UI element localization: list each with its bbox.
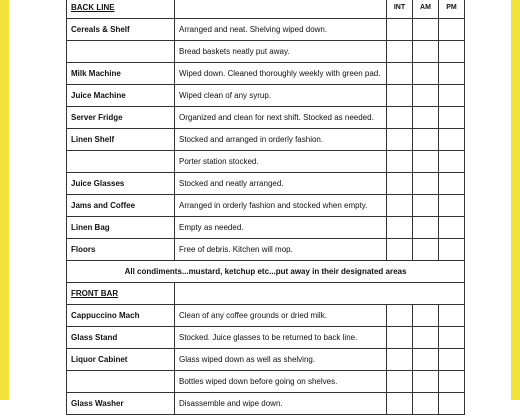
- item-name: Cereals & Shelf: [67, 19, 175, 41]
- checkbox-int[interactable]: [387, 349, 413, 371]
- checklist-row: [67, 63, 465, 85]
- checkbox-int[interactable]: [387, 239, 413, 261]
- section-title-text: FRONT BAR: [71, 289, 119, 298]
- task-description: Arranged in orderly fashion and stocked when empty.: [175, 195, 387, 217]
- task-description: Stocked. Juice glasses to be returned to back line.: [175, 327, 387, 349]
- checkbox-am[interactable]: [413, 151, 439, 173]
- column-header-int: INT: [387, 0, 413, 19]
- column-header-pm: PM: [439, 0, 465, 19]
- checkbox-int[interactable]: [387, 63, 413, 85]
- condiments-note: All condiments...mustard, ketchup etc...put away in their designated areas: [67, 261, 465, 283]
- checklist-row: [67, 217, 465, 239]
- checkbox-am[interactable]: [413, 107, 439, 129]
- section-title-back-line: [67, 0, 175, 19]
- task-description: Disassemble and wipe down.: [175, 393, 387, 415]
- checkbox-int[interactable]: [387, 129, 413, 151]
- checkbox-pm[interactable]: [439, 195, 465, 217]
- checkbox-pm[interactable]: [439, 371, 465, 393]
- checkbox-am[interactable]: [413, 173, 439, 195]
- checklist-row: [67, 349, 465, 371]
- checkbox-am[interactable]: [413, 41, 439, 63]
- checklist-row: [67, 41, 465, 63]
- checkbox-pm[interactable]: [439, 85, 465, 107]
- task-description: Bread baskets neatly put away.: [175, 41, 387, 63]
- item-name: Server Fridge: [67, 107, 175, 129]
- task-description: Empty as needed.: [175, 217, 387, 239]
- checklist-row: [67, 371, 465, 393]
- checkbox-int[interactable]: [387, 151, 413, 173]
- checkbox-pm[interactable]: [439, 151, 465, 173]
- section-title-text: BACK LINE: [71, 3, 115, 12]
- checklist-row: [67, 239, 465, 261]
- checklist-row: [67, 85, 465, 107]
- checkbox-am[interactable]: [413, 85, 439, 107]
- item-name: Cappuccino Mach: [67, 305, 175, 327]
- header-row: [67, 0, 465, 19]
- task-description: Free of debris. Kitchen will mop.: [175, 239, 387, 261]
- checkbox-am[interactable]: [413, 327, 439, 349]
- checkbox-int[interactable]: [387, 393, 413, 415]
- note-row: [67, 261, 465, 283]
- checkbox-pm[interactable]: [439, 19, 465, 41]
- checklist-row: [67, 19, 465, 41]
- task-description: Wiped down. Cleaned thoroughly weekly with green pad.: [175, 63, 387, 85]
- checkbox-pm[interactable]: [439, 41, 465, 63]
- checklist-row: [67, 327, 465, 349]
- checkbox-int[interactable]: [387, 19, 413, 41]
- checkbox-int[interactable]: [387, 195, 413, 217]
- task-description: Glass wiped down as well as shelving.: [175, 349, 387, 371]
- task-description: Clean of any coffee grounds or dried milk.: [175, 305, 387, 327]
- checkbox-int[interactable]: [387, 41, 413, 63]
- column-header-am: AM: [413, 0, 439, 19]
- checklist-row: [67, 107, 465, 129]
- item-name: [67, 41, 175, 63]
- checkbox-int[interactable]: [387, 217, 413, 239]
- item-name: Floors: [67, 239, 175, 261]
- checkbox-pm[interactable]: [439, 173, 465, 195]
- item-name: Linen Bag: [67, 217, 175, 239]
- item-name: Glass Washer: [67, 393, 175, 415]
- task-description: Organized and clean for next shift. Stocked as needed.: [175, 107, 387, 129]
- checkbox-am[interactable]: [413, 63, 439, 85]
- task-description: Stocked and arranged in orderly fashion.: [175, 129, 387, 151]
- item-name: [67, 151, 175, 173]
- checkbox-int[interactable]: [387, 371, 413, 393]
- checkbox-am[interactable]: [413, 19, 439, 41]
- checklist-row: [67, 151, 465, 173]
- task-description: Bottles wiped down before going on shelves.: [175, 371, 387, 393]
- checkbox-int[interactable]: [387, 85, 413, 107]
- checkbox-pm[interactable]: [439, 217, 465, 239]
- checkbox-int[interactable]: [387, 305, 413, 327]
- checklist-row: [67, 173, 465, 195]
- checkbox-pm[interactable]: [439, 349, 465, 371]
- item-name: [67, 371, 175, 393]
- checkbox-int[interactable]: [387, 327, 413, 349]
- item-name: Juice Machine: [67, 85, 175, 107]
- checkbox-int[interactable]: [387, 173, 413, 195]
- checklist-row: [67, 129, 465, 151]
- item-name: Milk Machine: [67, 63, 175, 85]
- checkbox-am[interactable]: [413, 349, 439, 371]
- checkbox-pm[interactable]: [439, 107, 465, 129]
- checklist-row: [67, 393, 465, 415]
- checkbox-am[interactable]: [413, 129, 439, 151]
- item-name: Liquor Cabinet: [67, 349, 175, 371]
- task-description: Porter station stocked.: [175, 151, 387, 173]
- checklist-table: [66, 0, 465, 415]
- checkbox-pm[interactable]: [439, 239, 465, 261]
- checklist-row: [67, 305, 465, 327]
- checkbox-am[interactable]: [413, 371, 439, 393]
- task-description: Arranged and neat. Shelving wiped down.: [175, 19, 387, 41]
- checkbox-pm[interactable]: [439, 129, 465, 151]
- item-name: Glass Stand: [67, 327, 175, 349]
- section-header-row: [67, 283, 465, 305]
- task-description: Stocked and neatly arranged.: [175, 173, 387, 195]
- item-name: Jams and Coffee: [67, 195, 175, 217]
- checkbox-pm[interactable]: [439, 327, 465, 349]
- checkbox-am[interactable]: [413, 217, 439, 239]
- item-name: Linen Shelf: [67, 129, 175, 151]
- checkbox-pm[interactable]: [439, 305, 465, 327]
- checklist-row: [67, 195, 465, 217]
- checkbox-am[interactable]: [413, 239, 439, 261]
- checklist-sheet: [66, 0, 464, 415]
- item-name: Juice Glasses: [67, 173, 175, 195]
- task-description: Wiped clean of any syrup.: [175, 85, 387, 107]
- checkbox-pm[interactable]: [439, 63, 465, 85]
- checkbox-int[interactable]: [387, 107, 413, 129]
- checkbox-pm[interactable]: [439, 393, 465, 415]
- checkbox-am[interactable]: [413, 305, 439, 327]
- section-title-front-bar: [67, 283, 175, 305]
- checkbox-am[interactable]: [413, 195, 439, 217]
- checkbox-am[interactable]: [413, 393, 439, 415]
